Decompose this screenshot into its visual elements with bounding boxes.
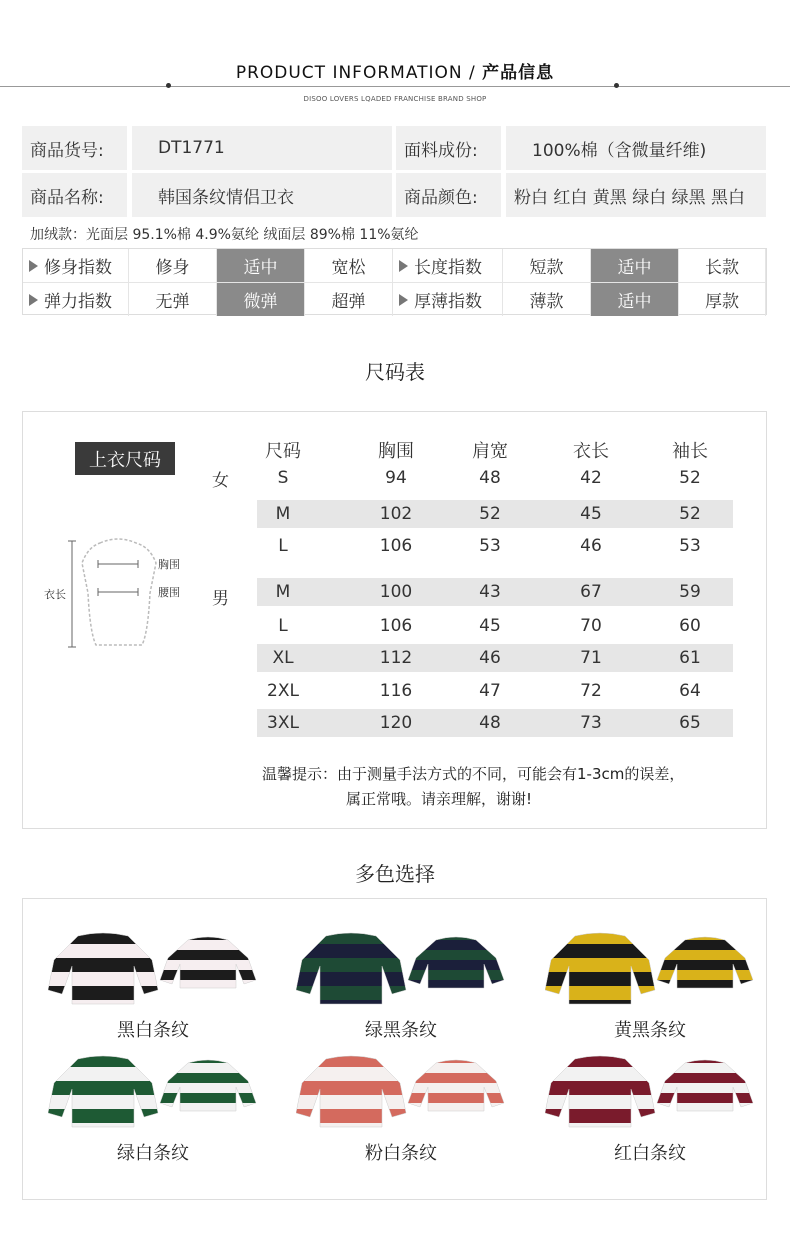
index-option <box>679 249 766 282</box>
size-header: 肩宽 <box>472 441 508 462</box>
male-size-cell: 112 <box>379 648 413 668</box>
sweatshirt-image <box>48 930 258 1010</box>
male-size-cell: 73 <box>580 713 602 733</box>
diagram-chest-label: 胸围 <box>158 558 180 571</box>
color-caption: 黄黑条纹 <box>614 1020 686 1041</box>
triangle-icon <box>399 260 408 272</box>
triangle-icon <box>29 294 38 306</box>
index-label <box>393 249 503 282</box>
index-option-selected <box>217 283 305 316</box>
index-text: 长款 <box>705 258 739 278</box>
male-size-cell: M <box>275 582 291 602</box>
size-header: 尺码 <box>265 441 301 462</box>
name-value: 韩国条纹情侣卫衣 <box>132 173 392 217</box>
title-separator: / <box>469 63 476 83</box>
size-header: 袖长 <box>672 441 708 462</box>
female-label: 女 <box>212 471 229 491</box>
index-text: 厚款 <box>705 292 739 312</box>
tip-line-2: 属正常哦。请亲理解，谢谢! <box>346 790 533 808</box>
index-option <box>129 283 217 316</box>
male-size-cell: 60 <box>679 616 701 636</box>
female-size-cell: 52 <box>679 468 701 488</box>
female-size-cell: 48 <box>479 468 501 488</box>
divider-dot-right <box>614 83 619 88</box>
index-text: 宽松 <box>331 258 366 278</box>
index-text: 超弹 <box>331 292 366 312</box>
index-text: 长度指数 <box>414 258 482 278</box>
index-label <box>23 249 129 282</box>
sku-label: 商品货号: <box>22 126 127 170</box>
female-size-cell: 42 <box>580 468 602 488</box>
female-size-cell: M <box>275 504 291 524</box>
triangle-icon <box>399 294 408 306</box>
index-option <box>503 249 591 282</box>
header-divider <box>0 86 790 87</box>
sweatshirt-image <box>296 930 506 1010</box>
male-label: 男 <box>212 589 229 609</box>
female-size-cell: 52 <box>679 504 701 524</box>
female-size-cell: 53 <box>479 536 501 556</box>
male-size-cell: L <box>278 616 288 636</box>
female-size-cell: 46 <box>580 536 602 556</box>
index-text: 弹力指数 <box>44 292 112 312</box>
index-row <box>23 283 766 316</box>
colors-section-title: 多色选择 <box>355 862 435 886</box>
brand-subtitle: DISOO LOVERS LQADED FRANCHISE BRAND SHOP <box>303 95 487 103</box>
index-option <box>129 249 217 282</box>
female-size-cell: 52 <box>479 504 501 524</box>
female-size-cell: 53 <box>679 536 701 556</box>
male-size-cell: 45 <box>479 616 501 636</box>
female-size-cell: 94 <box>385 468 407 488</box>
male-size-cell: 3XL <box>267 713 299 733</box>
sweatshirt-image <box>545 1053 755 1133</box>
male-size-cell: 48 <box>479 713 501 733</box>
triangle-icon <box>29 260 38 272</box>
male-size-cell: 47 <box>479 681 501 701</box>
index-text: 适中 <box>617 258 652 278</box>
male-size-cell: 43 <box>479 582 501 602</box>
male-size-cell: 61 <box>679 648 701 668</box>
fabric-label: 面料成份: <box>396 126 501 170</box>
size-tag: 上衣尺码 <box>75 442 175 475</box>
male-size-cell: 2XL <box>267 681 299 701</box>
page-title <box>0 58 790 83</box>
fabric-value: 100%棉（含微量纤维) <box>506 126 766 170</box>
female-size-cell: S <box>277 468 289 488</box>
color-caption: 绿白条纹 <box>117 1143 189 1164</box>
size-header: 衣长 <box>573 441 609 462</box>
size-header: 胸围 <box>378 441 414 462</box>
male-size-cell: 64 <box>679 681 701 701</box>
index-row <box>23 249 766 283</box>
index-text: 短款 <box>529 258 564 278</box>
size-section-title: 尺码表 <box>365 360 425 384</box>
index-text: 修身 <box>155 258 190 278</box>
male-size-cell: 106 <box>379 616 413 636</box>
index-option <box>305 283 393 316</box>
sweatshirt-image <box>48 1053 258 1133</box>
male-size-cell: 46 <box>479 648 501 668</box>
title-cn: 产品信息 <box>482 63 555 83</box>
diagram-length-label: 衣长 <box>44 588 66 601</box>
color-value: 粉白 红白 黄黑 绿白 绿黑 黑白 <box>506 173 766 217</box>
index-option-selected <box>591 283 679 316</box>
color-caption: 红白条纹 <box>614 1143 686 1164</box>
male-size-cell: XL <box>272 648 294 668</box>
index-text: 厚薄指数 <box>414 292 482 312</box>
diagram-waist-label: 腰围 <box>158 586 180 599</box>
tip-line-1: 温馨提示：由于测量手法方式的不同，可能会有1-3cm的误差， <box>262 765 685 783</box>
male-size-cell: 120 <box>379 713 413 733</box>
color-caption: 黑白条纹 <box>117 1020 189 1041</box>
color-caption: 粉白条纹 <box>365 1143 437 1164</box>
index-label <box>23 283 129 316</box>
male-size-cell: 71 <box>580 648 602 668</box>
index-text: 无弹 <box>155 292 190 312</box>
male-size-cell: 59 <box>679 582 701 602</box>
index-text: 适中 <box>617 292 652 312</box>
divider-dot-left <box>166 83 171 88</box>
index-table <box>22 248 767 315</box>
index-label <box>393 283 503 316</box>
male-size-cell: 65 <box>679 713 701 733</box>
fabric-note: 加绒款：光面层 95.1%棉 4.9%氨纶 绒面层 89%棉 11%氨纶 <box>30 227 419 243</box>
color-caption: 绿黑条纹 <box>365 1020 437 1041</box>
index-option <box>679 283 766 316</box>
index-text: 修身指数 <box>44 258 112 278</box>
index-option-selected <box>591 249 679 282</box>
male-size-cell: 70 <box>580 616 602 636</box>
sweatshirt-image <box>296 1053 506 1133</box>
male-size-cell: 72 <box>580 681 602 701</box>
index-option <box>305 249 393 282</box>
female-size-cell: 106 <box>379 536 413 556</box>
sku-value: DT1771 <box>132 126 392 170</box>
title-en: PRODUCT INFORMATION <box>235 63 463 83</box>
sweatshirt-image <box>545 930 755 1010</box>
name-label: 商品名称: <box>22 173 127 217</box>
male-size-cell: 67 <box>580 582 602 602</box>
color-label: 商品颜色: <box>396 173 501 217</box>
index-text: 薄款 <box>529 292 564 312</box>
index-option-selected <box>217 249 305 282</box>
female-size-cell: 102 <box>379 504 413 524</box>
index-option <box>503 283 591 316</box>
male-size-cell: 116 <box>379 681 413 701</box>
female-size-cell: 45 <box>580 504 602 524</box>
index-text: 微弹 <box>243 292 278 312</box>
index-text: 适中 <box>243 258 278 278</box>
male-size-cell: 100 <box>379 582 413 602</box>
female-size-cell: L <box>278 536 288 556</box>
